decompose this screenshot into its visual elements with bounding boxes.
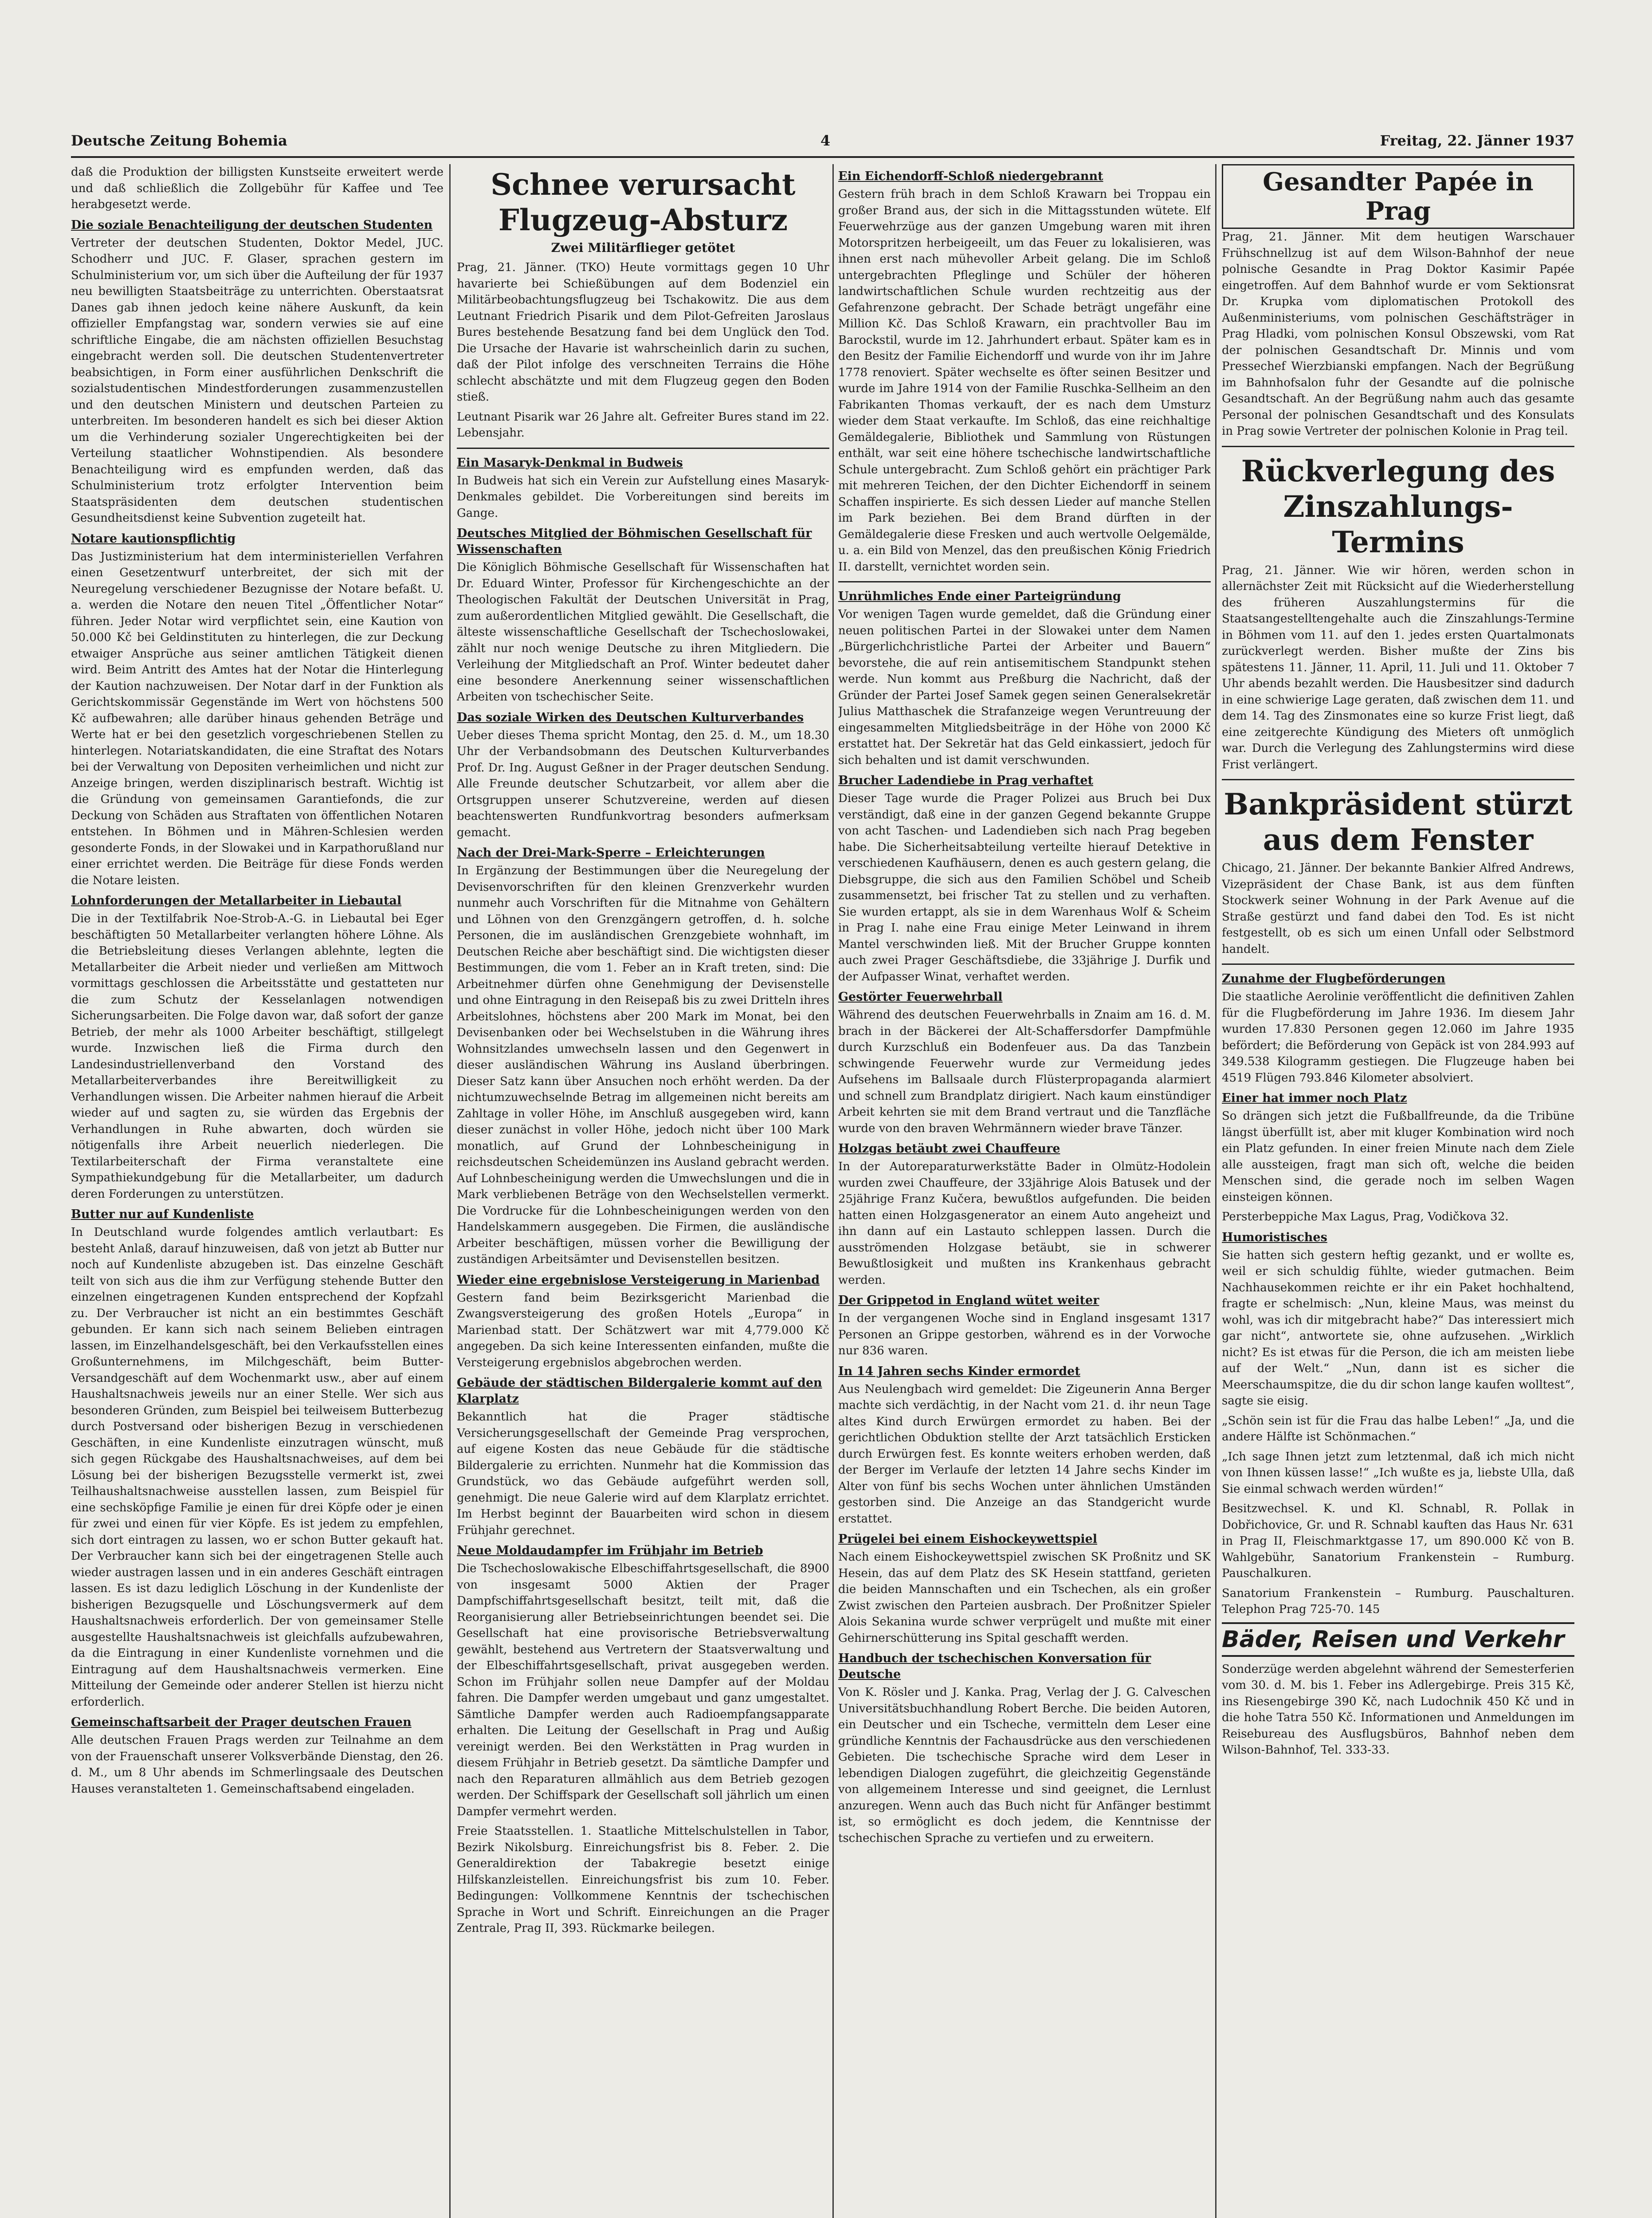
page-number: 4 bbox=[820, 132, 831, 149]
article-paragraph: Ueber dieses Thema spricht Montag, den 25. d. M., um 18.30 Uhr der Verbandsobmann des Deutschen Kulturverbandes Prof. Dr. Ing. August Geßner in der Prager deutschen Sendung. Alle Freunde deutscher Schutzarbeit, vor allem aber die Ortsgruppen unserer Schutzvereine, werden auf diesen beachtenswerten Rundfunkvortrag besonders aufmerksam gemacht. bbox=[457, 728, 829, 839]
article-paragraph: Die Tschechoslowakische Elbeschiffahrtsgesellschaft, die 8900 von insgesamt 5000 Aktien der Prager Dampfschiffahrtsgesellschaft besitzt, teilt mit, daß die Reorganisierung aller Betriebseinrichtungen beendet sei. Die Gesellschaft hat eine provisorische Betriebsverwaltung gewählt, bestehend aus Vertretern der Staatsverwaltung und der Elbeschiffahrtsgesellschaft, privat ausgegeben werden. Schon im Frühjahr sollen neue Dampfer auf der Moldau fahren. Die Dampfer werden umgebaut und ganz umgestaltet. Sämtliche Dampfer werden auch Radioempfangsapparate erhalten. Die Leitung der Gesellschaft in Prag und Außig vereinigt werden. Bei den Werkstätten in Prag wurden in diesem Frühjahr in Betrieb gesetzt. Da sämtliche Dampfer und nach den Reparaturen allmählich aus dem Betrieb gezogen werden. Der Schiffspark der Gesellschaft soll jährlich um einen Dampfer vermehrt werden. bbox=[457, 1562, 829, 1818]
headline: Bankpräsident stürzt aus dem Fenster bbox=[1224, 787, 1573, 857]
article-paragraph: Sonderzüge werden abgelehnt während der Semesterferien vom 30. d. M. bis 1. Feber ins Adlergebirge. Preis 315 Kč, ins Riesengebirge 390 Kč, nach Ludochnik 450 Kč und in die hohe Tatra 550 Kč. Informationen und Anmeldungen im Reisebureau des Ausflugsbüros, Bahnhof neben dem Wilson-Bahnhof, Tel. 333-33. bbox=[1222, 1662, 1574, 1757]
article-heading: Humoristisches bbox=[1222, 1230, 1327, 1244]
article-paragraph: daß die Produktion der billigsten Kunstseite erweitert werde und daß schließlich die Zollgebühr für Kaffee und Tee herabgesetzt werde. bbox=[71, 165, 443, 211]
article-paragraph: Vor wenigen Tagen wurde gemeldet, daß die Gründung einer neuen politischen Partei in der Slowakei unter dem Namen „Bürgerlichchristliche Partei der Arbeiter und Bauern“ bevorstehe, die auf rein antisemitischem Standpunkt stehen werde. Nun kommt aus Preßburg die Nachricht, daß der Gründer der Partei Josef Samek gegen seinen Generalsekretär Julius Matthaschek die Strafanzeige wegen Veruntreuung der eingesammelten Mitgliedsbeiträge in der Höhe von 2000 Kč erstattet hat. Der Sekretär hat das Geld einkassiert, jedoch für sich behalten und ist damit verschwunden. bbox=[838, 608, 1211, 767]
article-heading: Gebäude der städtischen Bildergalerie kommt auf den Klarplatz bbox=[457, 1376, 822, 1406]
article-heading: Prügelei bei einem Eishockeywettspiel bbox=[838, 1532, 1098, 1546]
column-divider bbox=[832, 164, 834, 2218]
section-rule bbox=[1222, 446, 1574, 447]
article-paragraph: Chicago, 21. Jänner. Der bekannte Bankier Alfred Andrews, Vizepräsident der Chase Bank, ist aus dem fünften Stockwerk seiner Wohnung in der Park Avenue auf die Straße gestürzt und fand dabei den Tod. Es ist nicht festgestellt, ob es sich um einen Unfall oder Selbstmord handelt. bbox=[1222, 861, 1574, 956]
article-paragraph: Die in der Textilfabrik Noe-Strob-A.-G. in Liebautal bei Eger beschäftigten 50 Metallarbeiter verlangten höhere Löhne. Als die Betriebsleitung dieses Verlangen ablehnte, legten die Metallarbeiter die Arbeit nieder und verließen am Mittwoch vormittags geschlossen die Arbeitsstätte und gestatteten nur die zum Schutz der Kesselanlagen notwendigen Sicherungsarbeiten. Die Folge davon war, daß sofort der ganze Betrieb, der mehr als 1000 Arbeiter beschäftigt, stillgelegt wurde. Inzwischen ließ die Firma durch den Landesindustriellenverband den Vorstand des Metallarbeiterverbandes ihre Bereitwilligkeit zu Verhandlungen wissen. Die Arbeiter nahmen hierauf die Arbeit wieder auf und sagten zu, sie würden das Ergebnis der Verhandlungen in Ruhe abwarten, doch würden sie nötigenfalls ihre Arbeit neuerlich niederlegen. Die Textilarbeiterschaft der Firma veranstaltete eine Sympathiekundgebung für die Metallarbeiter, um dadurch deren Forderungen zu unterstützen. bbox=[71, 912, 443, 1201]
subheadline: Zwei Militärflieger getötet bbox=[551, 240, 735, 255]
article-heading: Neue Moldaudampfer im Frühjahr im Betrieb bbox=[457, 1544, 763, 1557]
article-heading: Nach der Drei-Mark-Sperre – Erleichterungen bbox=[457, 846, 765, 860]
column-4 bbox=[1222, 164, 1574, 2218]
section-banner: Bäder, Reisen und Verkehr bbox=[1222, 1622, 1574, 1657]
article-paragraph: Nach einem Eishockeywettspiel zwischen SK Proßnitz und SK Hesein, das auf dem Platz des SK Hesein stattfand, gerieten die beiden Mannschaften und ein Tschechen, als ein großer Zwist zwischen den Parteien ausbrach. Der Proßnitzer Spieler Alois Sekanina wurde schwer verprügelt und mußte mit einer Gehirnerschütterung ins Spital geschafft werden. bbox=[838, 1550, 1211, 1645]
article-paragraph: Die Königlich Böhmische Gesellschaft für Wissenschaften hat Dr. Eduard Winter, Professor für Kirchengeschichte an der Theologischen Fakultät der Deutschen Universität in Prag, zum außerordentlichen Mitglied gewählt. Die Gesellschaft, die älteste wissenschaftliche Gesellschaft der Tschechoslowakei, zählt nur noch wenige Deutsche zu ihren Mitgliedern. Die Verleihung der Mitgliedschaft an Prof. Winter bedeutet daher eine besondere Anerkennung seiner wissenschaftlichen Arbeiten von tschechischer Seite. bbox=[457, 561, 829, 704]
article-paragraph: Das Justizministerium hat dem interministeriellen Verfahren einen Gesetzentwurf unterbreitet, der sich mit der Neuregelung verschiedener Bezugnisse der Notare befaßt. U. a. werden die Notare den neuen Titel „Öffentlicher Notar“ führen. Jeder Notar wird verpflichtet sein, eine Kaution von 50.000 Kč bei Geldinstituten zu hinterlegen, die zur Deckung etwaiger Ansprüche aus seiner amtlichen Tätigkeit dienen wird. Beim Antritt des Amtes hat der Notar die Hinterlegung der Kaution nachzuweisen. Der Notar darf in der Funktion als Gerichtskommissär Gegenstände im Wert von höchstens 500 Kč aufbewahren; alle darüber hinaus gehenden Beträge und Werte hat er bei den gesetzlich vorgeschriebenen Stellen zu hinterlegen. Notariatskandidaten, die eine Straftat des Notars bei der Verwaltung von Depositen verheimlichen und nicht zur Anzeige bringen, werden disziplinarisch bestraft. Wichtig ist die Gründung von gemeinsamen Garantiefonds, die zur Deckung von Schäden aus Straftaten von öffentlichen Notaren entstehen. In Böhmen und in Mähren-Schlesien werden gesonderte Fonds, in der Slowakei und in Karpathorußland nur einer errichtet werden. Die Beiträge für diese Fonds werden die Notare leisten. bbox=[71, 550, 443, 887]
article-paragraph: Freie Staatsstellen. 1. Staatliche Mittelschulstellen in Tabor, Bezirk Nikolsburg. Einreichungsfrist bis 8. Feber. 2. Die Generaldirektion der Tabakregie besetzt einige Hilfskanzleistellen. Einreichungsfrist bis zum 10. Feber. Bedingungen: Vollkommene Kenntnis der tschechischen Sprache in Wort und Schrift. Einreichungen an die Prager Zentrale, Prag II, 393. Rückmarke beilegen. bbox=[457, 1825, 829, 1935]
article-paragraph: Persterbeppiche Max Lagus, Prag, Vodičkova 32. bbox=[1222, 1210, 1509, 1223]
article-paragraph: Die staatliche Aerolinie veröffentlicht die definitiven Zahlen für die Flugbeförderung im Jahre 1936. Im diesem Jahr wurden 17.830 Personen gegen 12.060 im Jahre 1935 befördert; die Beförderung von Gepäck ist von 284.993 auf 349.538 Kilogramm gestiegen. Die Flugzeuge haben bei 4519 Flügen 793.846 Kilometer absolviert. bbox=[1222, 990, 1574, 1085]
boxed-headline: Gesandter Papée in Prag bbox=[1222, 164, 1574, 229]
article-paragraph: Vertreter der deutschen Studenten, Doktor Medel, JUC. Schodherr und JUC. F. Glaser, sprachen gestern im Schulministerium vor, um sich über die Aufteilung der für 1937 neu bewilligten Staatsbeiträge zu unterrichten. Oberstaatsrat Danes gab ihnen jedoch keine nähere Auskunft, da kein offizieller Empfangstag war, sondern verwies sie auf eine schriftliche Eingabe, die am nächsten offiziellen Besuchstag eingebracht werden soll. Die deutschen Studentenvertreter beabsichtigen, in Form einer ausführlichen Denkschrift die sozialstudentischen Mindestforderungen zusammenzustellen und den deutschen Ministern und deutschen Parteien zu unterbreiten. Im besonderen handelt es sich bei dieser Aktion um die Verhinderung sozialer Ungerechtigkeiten bei der Verteilung staatlicher Wohnstipendien. Als besondere Benachteiligung wird es empfunden werden, daß das Schulministerium trotz erfolgter Intervention beim Staatspräsidenten dem deutschen studentischen Gesundheitsdienst keine Subvention zugeteilt hat. bbox=[71, 236, 443, 525]
column-2 bbox=[457, 164, 829, 2218]
article-heading: Die soziale Benachteiligung der deutschen Studenten bbox=[71, 218, 433, 232]
article-heading: In 14 Jahren sechs Kinder ermordet bbox=[838, 1364, 1080, 1378]
article-paragraph: Gestern fand beim Bezirksgericht Marienbad die Zwangsversteigerung des großen Hotels „Europa“ in Marienbad statt. Der Schätzwert war mit 4,779.000 Kč angegeben. Da sich keine Interessenten einfanden, mußte die Versteigerung ergebnislos abgebrochen werden. bbox=[457, 1291, 829, 1369]
article-paragraph: Prag, 21. Jänner. (TKO) Heute vormittags gegen 10 Uhr havarierte bei Schießübungen auf dem Bodenziel ein Militärbeobachtungsflugzeug bei Tschakowitz. Die aus dem Leutnant Friedrich Pisarik und dem Pilot-Gefreiten Jaroslaus Bures bestehende Besatzung fand bei dem Unglück den Tod. Die Ursache der Havarie ist wahrscheinlich darin zu suchen, daß der Pilot infolge des verschneiten Terrains die Höhe schlecht abschätzte und mit dem Flugzeug gegen den Boden stieß. bbox=[457, 261, 829, 404]
article-paragraph: Sanatorium Frankenstein – Rumburg. Pauschalturen. Telephon Prag 725-70. 145 bbox=[1222, 1586, 1574, 1616]
article-heading: Gemeinschaftsarbeit der Prager deutschen Frauen bbox=[71, 1715, 412, 1729]
column-divider bbox=[449, 164, 451, 2218]
article-paragraph: Dieser Tage wurde die Prager Polizei aus Bruch bei Dux verständigt, daß eine in der ganzen Gegend bekannte Gruppe von acht Taschen- und Ladendieben sich nach Prag begeben habe. Die Sicherheitsabteilung verteilte hierauf Detektive in verschiedenen Kaufhäusern, denen es auch gestern gelang, die Diebsgruppe, die sich aus den Familien Schöbel und Scheib zusammensetzt, bei frischer Tat zu stellen und zu verhaften. Sie wurden ertappt, als sie in dem Warenhaus Wolf & Scheim in Prag I. nahe eine Frau einige Meter Leinwand in ihrem Mantel verschwinden ließ. Mit der Brucher Gruppe konnten auch zwei Prager Geschäftsdiebe, die 33jährige J. Durfik und der Aufpasser Winat, verhaftet werden. bbox=[838, 792, 1211, 983]
article-paragraph: Während des deutschen Feuerwehrballs in Znaim am 16. d. M. brach in der Bäckerei der Alt-Schaffersdorfer Dampfmühle durch Kurzschluß ein Bodenfeuer aus. Da das Tanzbein schwingende Feuerwehr wurde zur Vermeidung jedes Aufsehens im Ballsaale durch Flüsterpropaganda alarmiert und schnell zum Brandplatz dirigiert. Nach kaum einstündiger Arbeit kehrten sie mit dem Brand vertraut und die Tanzfläche wurde von den braven Wehrmännern wieder brave Tänzer. bbox=[838, 1008, 1211, 1135]
newspaper-name: Deutsche Zeitung Bohemia bbox=[71, 132, 287, 149]
article-heading: Ein Masaryk-Denkmal in Budweis bbox=[457, 456, 683, 470]
article-paragraph: Von K. Rösler und J. Kanka. Prag, Verlag der J. G. Calveschen Universitätsbuchhandlung Robert Berche. Die beiden Autoren, ein Deutscher und ein Tscheche, vermitteln dem Leser eine gründliche Kenntnis der Fachausdrücke aus den verschiedenen Gebieten. Die tschechische Sprache wird dem Leser in lebendigen Dialogen zugeführt, die gleichzeitig Gegenstände von allgemeinem Interesse und sind geeignet, die Lernlust anzuregen. Wenn auch das Buch nicht für Anfänger bestimmt ist, so ermöglicht es doch jedem, die Kenntnisse der tschechischen Sprache zu vertiefen und zu erweitern. bbox=[838, 1686, 1211, 1845]
article-heading: Lohnforderungen der Metallarbeiter in Liebautal bbox=[71, 894, 402, 908]
article-heading: Holzgas betäubt zwei Chauffeure bbox=[838, 1142, 1060, 1156]
headline: Rückverlegung des Zinszahlungs-Termins bbox=[1241, 453, 1555, 559]
article-paragraph: In Budweis hat sich ein Verein zur Aufstellung eines Masaryk-Denkmales gebildet. Die Vorbereitungen sind bereits im Gange. bbox=[457, 474, 829, 520]
column-1 bbox=[71, 164, 443, 2218]
section-rule bbox=[1222, 963, 1574, 965]
article-paragraph: „Ich sage Ihnen jetzt zum letztenmal, daß ich mich nicht von Ihnen küssen lasse!“ „Ich wußte es ja, liebste Ulla, daß Sie einmal schwach werden würden!“ bbox=[1222, 1450, 1574, 1496]
article-heading: Einer hat immer noch Platz bbox=[1222, 1091, 1407, 1105]
article-heading: Butter nur auf Kundenliste bbox=[71, 1207, 254, 1221]
article-heading: Handbuch der tschechischen Konversation für Deutsche bbox=[838, 1652, 1151, 1681]
article-paragraph: So drängen sich jetzt die Fußballfreunde, da die Tribüne längst überfüllt ist, aber mit kluger Kombination wird noch ein Platz gefunden. In einer freien Minute nach dem Ziele alle aussteigen, fragt man sich oft, welche die beiden Menschen sind, die gerade noch im selben Wagen einsteigen können. bbox=[1222, 1109, 1574, 1204]
article-paragraph: In der vergangenen Woche sind in England insgesamt 1317 Personen an Grippe gestorben, während es in der Vorwoche nur 836 waren. bbox=[838, 1312, 1211, 1357]
article-paragraph: Leutnant Pisarik war 26 Jahre alt. Gefreiter Bures stand im 22. Lebensjahr. bbox=[457, 410, 829, 440]
article-paragraph: In der Autoreparaturwerkstätte Bader in Olmütz-Hodolein wurden zwei Chauffeure, der 33jährige Alois Batusek und der 25jährige Franz Kučera, bewußtlos aufgefunden. Die beiden hatten einen Holzgasgenerator an einem Auto angeheizt und ihn dann auf ein Lastauto schleppen lassen. Durch die ausströmenden Holzgase betäubt, sie in schwerer Bewußtlosigkeit und mußten ins Krankenhaus gebracht werden. bbox=[838, 1160, 1211, 1287]
column-divider bbox=[1215, 164, 1216, 2218]
article-heading: Das soziale Wirken des Deutschen Kulturverbandes bbox=[457, 710, 804, 724]
article-paragraph: Gestern früh brach in dem Schloß Krawarn bei Troppau ein großer Brand aus, der sich in die Mittagsstunden wütete. Elf Feuerwehrzüge aus der ganzen Umgebung waren mit ihren Motorspritzen herbeigeeilt, um das Feuer zu lokalisieren, was ihnen erst nach mühevoller Arbeit gelang. Die im Schloß untergebrachten Pfleglinge und Schüler der höheren landwirtschaftlichen Schule wurden rechtzeitig aus der Gefahrenzone gebracht. Der Schade beträgt ungefähr eine Million Kč. Das Schloß Krawarn, ein prachtvoller Bau im Barockstil, wurde im 12. Jahrhundert erbaut. Später kam es in den Besitz der Familie Eichendorff und wurde von ihr im Jahre 1778 renoviert. Später wechselte es öfter seinen Besitzer und wurde im Jahre 1914 von der Familie Ruschka-Sellheim an den Fabrikanten Thomas verkauft, der es nach dem Umsturz wieder dem Staat verkaufte. Im Schloß, das eine reichhaltige Gemäldegalerie, Bibliothek und Sammlung von Rüstungen enthält, war seit eine höhere tschechische landwirtschaftliche Schule untergebracht. Zum Schloß gehört ein prächtiger Park mit mehreren Teichen, der den Dichter Eichendorff in seinem Schaffen inspirierte. Es sich dessen Lieder auf manche Stellen im Park beziehen. Bei dem Brand dürften in der Gemäldegalerie diese Fresken und auch wertvolle Oelgemälde, u. a. ein Bild von Menzel, das den preußischen König Friedrich II. darstellt, vernichtet worden sein. bbox=[838, 188, 1211, 574]
article-heading: Wieder eine ergebnislose Versteigerung in Marienbad bbox=[457, 1273, 820, 1287]
issue-date: Freitag, 22. Jänner 1937 bbox=[1380, 132, 1574, 149]
article-heading: Unrühmliches Ende einer Parteigründung bbox=[838, 590, 1121, 603]
article-paragraph: In Deutschland wurde folgendes amtlich verlautbart: Es besteht Anlaß, darauf hinzuweisen, daß von jetzt ab Butter nur noch auf Kundenliste abzugeben ist. Das einzelne Geschäft teilt von sich aus die ihm zur Verfügung stehende Butter den einzelnen eingetragenen Kunden entsprechend der Kopfzahl zu. Der Verbraucher ist nicht an ein bestimmtes Geschäft gebunden. Er kann sich nach seinem Belieben eintragen lassen, im Einzelhandelsgeschäft, bei den Verkaufsstellen eines Großunternehmens, im Milchgeschäft, beim Butter-Versandgeschäft auf dem Wochenmarkt usw., aber auf einem Haushaltsnachweis jeweils nur an einer Stelle. Wer sich aus besonderen Gründen, zum Beispiel bei teilweisem Butterbezug durch Postversand oder bisherigen Bezug in verschiedenen Geschäften, in eine Kundenliste einzutragen wünscht, muß sich gegen Rückgabe des Haushaltsnachweises, auf dem bei Lösung bei der bisherigen Bezugsstelle vermerkt ist, zwei Teilhaushaltsnachweise ausstellen lassen, zum Beispiel für eine sechsköpfige Familie je einen für drei Köpfe oder je einen für zwei und einen für vier Köpfe. Es ist jedem zu empfehlen, sich dort eintragen zu lassen, wo er schon Butter gekauft hat. Der Verbraucher kann sich bei der eingetragenen Stelle auch wieder austragen lassen und in ein anderes Geschäft eintragen lassen. Es ist dazu lediglich Löschung in der Kundenliste der bisherigen Bezugsquelle und Löschungsvermerk auf dem Haushaltsnachweis erforderlich. Der von gemeinsamer Stelle ausgestellte Haushaltsnachweis ist gleichfalls aufzubewahren, da die Eintragung in einer Kundenliste vornehmen und die Eintragung auf dem Haushaltsnachweis vermerken. Eine Mitteilung der Gemeinde oder anderer Stellen ist hierzu nicht erforderlich. bbox=[71, 1226, 443, 1709]
section-rule bbox=[1222, 779, 1574, 780]
article-paragraph: Aus Neulengbach wird gemeldet: Die Zigeunerin Anna Berger machte sich verdächtig, in der Nacht vom 21. d. ihr neun Tage altes Kind durch Erwürgen ermordet zu haben. Bei der gerichtlichen Obduktion stellte der Arzt tatsächlich Ersticken durch Erwürgen fest. Es konnte weiters erhoben werden, daß der Berger im Verlaufe der letzten 14 Jahre sechs Kinder im Alter von fünf bis sechs Wochen unter ähnlichen Umständen gestorben sind. Die Anzeige an das Standgericht wurde erstattet. bbox=[838, 1382, 1211, 1526]
article-heading: Zunahme der Flugbeförderungen bbox=[1222, 972, 1445, 986]
article-heading: Notare kautionspflichtig bbox=[71, 531, 236, 546]
section-rule bbox=[457, 448, 829, 449]
article-paragraph: Alle deutschen Frauen Prags werden zur Teilnahme an dem von der Frauenschaft unserer Volksverbände Dienstag, den 26. d. M., um 8 Uhr abends im Schmerlingsaale des Deutschen Hauses veranstalteten 1. Gemeinschaftsabend eingeladen. bbox=[71, 1734, 443, 1796]
section-rule bbox=[838, 581, 1211, 582]
page-header bbox=[71, 132, 1574, 154]
article-paragraph: Prag, 21. Jänner. Mit dem heutigen Warschauer Frühschnellzug ist auf dem Wilson-Bahnhof der neue polnische Gesandte in Prag Doktor Kasimir Papée eingetroffen. Auf dem Bahnhof wurde er vom Sektionsrat Dr. Krupka vom diplomatischen Protokoll des Außenministeriums, vom polnischen Geschäftsträger in Prag Hladki, vom polnischen Konsul Obszewski, vom Rat der polnischen Gesandtschaft Dr. Minnis und vom Pressechef Wierzbianski empfangen. Nach der Begrüßung im Bahnhofsalon fuhr der Gesandte auf die polnische Gesandtschaft. An der Begrüßung nahm auch das gesamte Personal der polnischen Gesandtschaft und des Konsulats in Prag sowie Vertreter der polnischen Kolonie in Prag teil. bbox=[1222, 230, 1574, 438]
article-paragraph: Prag, 21. Jänner. Wie wir hören, werden schon in allernächster Zeit mit Rücksicht auf die Wiederherstellung des früheren Auszahlungstermins für die Staatsangestelltengehalte auch die Zinszahlungs-Termine in Böhmen vom 11. auf den 1. jedes ersten Quartalmonats zurückverlegt werden. Bisher mußte der Zins bis spätestens 11. Jänner, 11. April, 11. Juli und 11. Oktober 7 Uhr abends bezahlt werden. Die Hausbesitzer sind dadurch in eine schwierige Lage geraten, daß zwischen dem 11. und dem 14. Tag des Zinsmonates eine so kurze Frist liegt, daß eine zeitgerechte Kündigung des Mieters oft unmöglich war. Durch die Verlegung des Zahlungstermins wird diese Frist verlängert. bbox=[1222, 563, 1574, 771]
article-heading: Ein Eichendorff-Schloß niedergebrannt bbox=[838, 169, 1103, 183]
article-heading: Gestörter Feuerwehrball bbox=[838, 990, 1003, 1004]
article-paragraph: Bekanntlich hat die Prager städtische Versicherungsgesellschaft der Gemeinde Prag versprochen, auf eigene Kosten das neue Gebäude für die städtische Bildergalerie zu errichten. Nunmehr hat die Kommission das Grundstück, wo das Gebäude aufgeführt werden soll, genehmigt. Die neue Galerie wird auf dem Klarplatz errichtet. Im Herbst beginnt der Bauarbeiten wird schon in diesem Frühjahr gerechnet. bbox=[457, 1410, 829, 1537]
article-paragraph: Sie hatten sich gestern heftig gezankt, und er wollte es, weil er sich schuldig fühlte, wieder gutmachen. Beim Nachhausekommen reichte er ihr ein Paket hochhaltend, fragte er schelmisch: „Nun, kleine Maus, was meinst du wohl, was ich dir mitgebracht habe?“ Das interessiert mich gar nicht“, antwortete sie, ohne aufzusehen. „Wirklich nicht? Es ist etwas für die Person, die ich am meisten liebe auf der Welt.“ „Nun, dann ist es sicher die Meerschaumspitze, die du dir schon lange kaufen wolltest“, sagte sie eisig. bbox=[1222, 1248, 1574, 1408]
article-heading: Deutsches Mitglied der Böhmischen Gesellschaft für Wissenschaften bbox=[457, 527, 812, 556]
article-heading: Brucher Ladendiebe in Prag verhaftet bbox=[838, 774, 1094, 787]
article-paragraph: Besitzwechsel. K. und Kl. Schnabl, R. Pollak in Dobřichovice, Gr. und R. Schnabl kauften das Haus Nr. 631 in Prag II, Fleischmarktgasse 17, um 890.000 Kč von B. Wahlgebühr, Sanatorium Frankenstein – Rumburg. Pauschalkuren. bbox=[1222, 1502, 1574, 1580]
header-rule bbox=[71, 156, 1574, 158]
article-paragraph: In Ergänzung der Bestimmungen über die Neuregelung der Devisenvorschriften für den kleinen Grenzverkehr wurden nunmehr auch Vorschriften für die Mitnahme von Gehältern und Löhnen von den Grenzgängern getroffen, d. h. solche Personen, die im ausländischen Grenzgebiete wohnhaft, im Deutschen Reiche aber beschäftigt sind. Die wichtigsten dieser Bestimmungen, die vom 1. Feber an in Kraft treten, sind: Die Arbeitnehmer dürfen ohne Genehmigung der Devisenstelle und ohne Eintragung in den Reisepaß bis zu zwei Dritteln ihres Arbeitslohnes, höchstens aber 200 Mark im Monat, bei den Devisenbanken oder bei Wechselstuben in die Währung ihres Wohnsitzlandes umwechseln lassen und den Gegenwert in dieser ausländischen Währung ins Ausland überbringen. Dieser Satz kann über Ansuchen noch erhöht werden. Da der nichtumzuwechselnde Betrag im allgemeinen nicht bereits am Zahltage in voller Höhe, im Anschluß ausgegeben wird, kann dieser zunächst in voller Höhe, jedoch nicht über 100 Mark monatlich, auf Grund der Lohnbescheinigung in reichsdeutschen Scheidemünzen ins Ausland gebracht werden. Auf Lohnbescheinigung werden die Umwechslungen und die in Mark verbliebenen Beträge von den Wechselstellen vermerkt. Die Vordrucke für die Lohnbescheinigungen werden von den Handelskammern ausgegeben. Die Firmen, die ausländische Arbeiter beschäftigen, müssen vorher die Bewilligung der zuständigen Arbeitsämter und Devisenstellen besitzen. bbox=[457, 864, 829, 1266]
column-3 bbox=[838, 164, 1211, 2218]
article-heading: Der Grippetod in England wütet weiter bbox=[838, 1294, 1099, 1307]
headline: Schnee verursacht Flugzeug-Absturz bbox=[490, 167, 796, 237]
article-paragraph: „Schön sein ist für die Frau das halbe Leben!“ „Ja, und die andere Hälfte ist Schönmachen.“ bbox=[1222, 1414, 1574, 1443]
